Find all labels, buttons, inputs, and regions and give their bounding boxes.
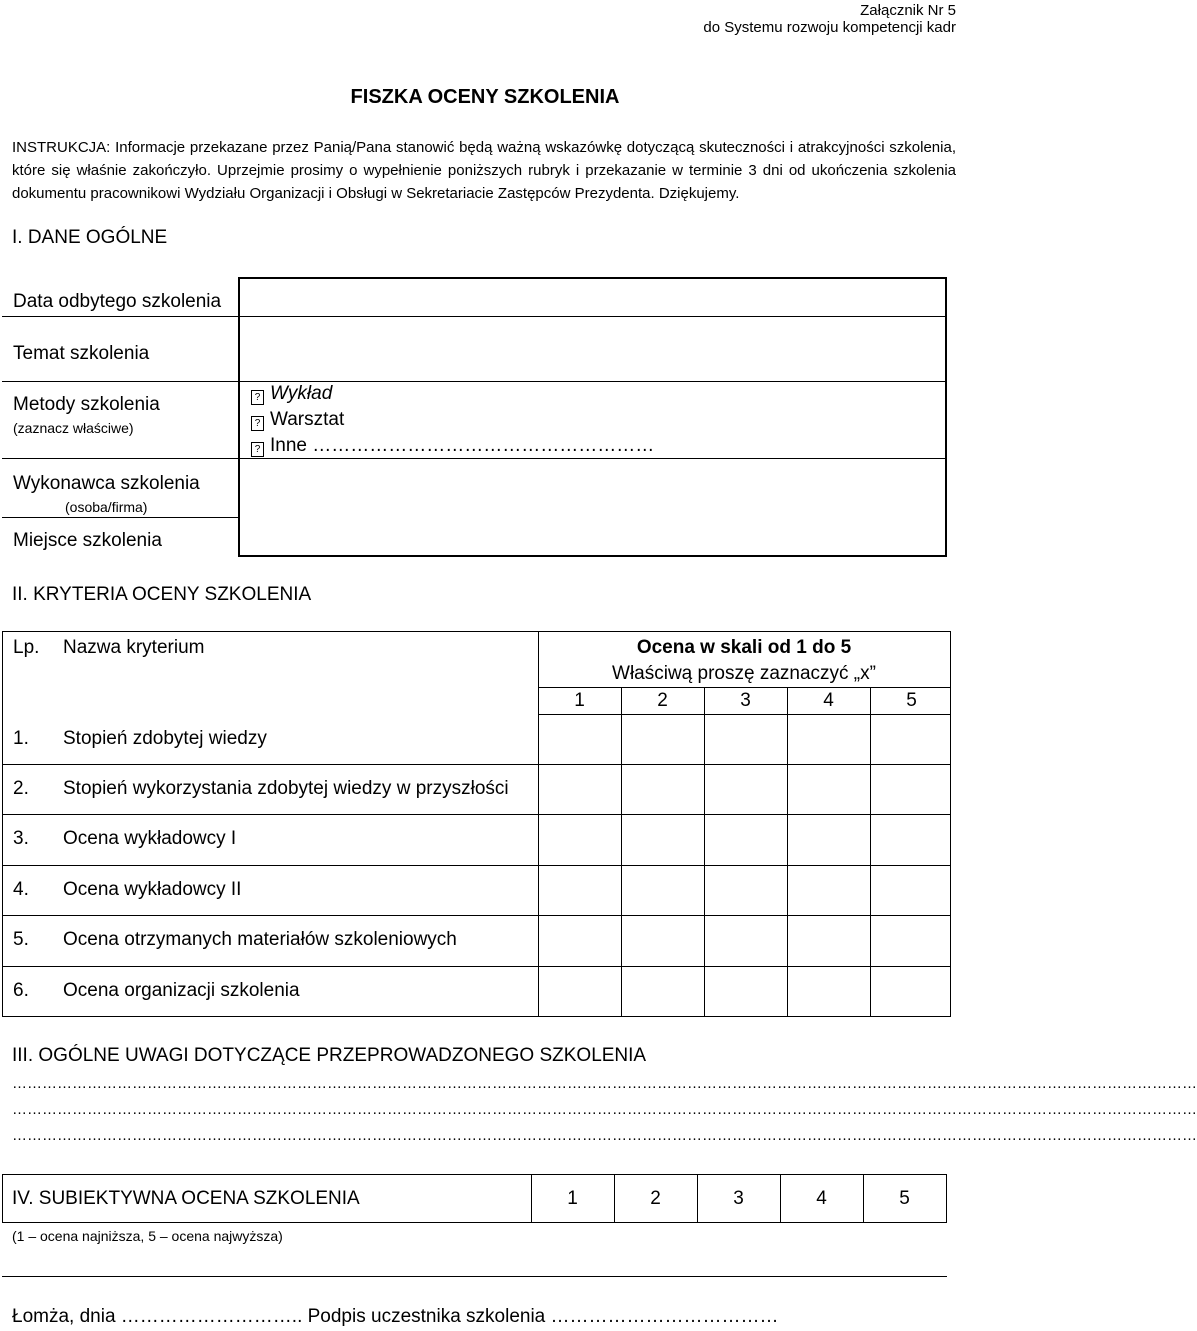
subjective-score-2[interactable]: 2 — [650, 1188, 661, 1209]
criterion-lp: 2. — [13, 778, 29, 799]
option-other[interactable] — [251, 435, 654, 457]
subjective-score-5[interactable]: 5 — [899, 1188, 910, 1209]
rating-cell-5-4[interactable] — [788, 916, 870, 965]
column-header-rating: Ocena w skali od 1 do 5 — [636, 637, 852, 658]
column-header-rating-note: Właściwą proszę zaznaczyć „x” — [612, 663, 876, 684]
rating-cell-5-3[interactable] — [705, 916, 787, 965]
rating-cell-4-4[interactable] — [788, 866, 870, 915]
rating-cell-3-3[interactable] — [705, 815, 787, 864]
training-topic-field[interactable] — [240, 317, 945, 381]
remarks-line-3[interactable]: ………………………………………………………………………………………………………………………………………………………………………………………………………………… — [12, 1127, 1197, 1144]
column-header-name: Nazwa kryterium — [63, 637, 205, 658]
attachment-number: Załącznik Nr 5 — [860, 2, 956, 19]
scale-header-2: 2 — [657, 690, 668, 711]
subjective-score-3[interactable]: 3 — [733, 1188, 744, 1209]
attachment-system: do Systemu rozwoju kompetencji kadr — [703, 19, 956, 36]
criterion-name: Ocena otrzymanych materiałów szkoleniowych — [63, 929, 457, 950]
scale-header-5: 5 — [906, 690, 917, 711]
rating-cell-4-1[interactable] — [539, 866, 621, 915]
rating-cell-6-2[interactable] — [622, 967, 704, 1016]
scale-header-1: 1 — [574, 690, 585, 711]
criterion-name: Ocena wykładowcy II — [63, 879, 242, 900]
rating-cell-2-3[interactable] — [705, 765, 787, 814]
rating-cell-5-5[interactable] — [871, 916, 953, 965]
option-lecture-label: Wykład — [270, 383, 333, 404]
rating-cell-5-1[interactable] — [539, 916, 621, 965]
criterion-lp: 6. — [13, 980, 29, 1001]
rating-cell-2-5[interactable] — [871, 765, 953, 814]
rating-cell-6-1[interactable] — [539, 967, 621, 1016]
rating-cell-3-5[interactable] — [871, 815, 953, 864]
criterion-name: Stopień wykorzystania zdobytej wiedzy w przyszłości — [63, 778, 509, 799]
section3-heading: III. OGÓLNE UWAGI DOTYCZĄCE PRZEPROWADZONEGO SZKOLENIA — [12, 1045, 647, 1066]
rating-cell-5-2[interactable] — [622, 916, 704, 965]
training-date-field[interactable] — [240, 279, 945, 316]
instruction-text: INSTRUKCJA: Informacje przekazane przez Panią/Pana stanowić będą ważną wskazówkę dotyczącą skuteczności i atrakcyjności szkolenia, które się właśnie zakończyło. Uprzejmie prosimy o wypełnienie poniższych rubryk i przekazanie w terminie 3 dni od ukończenia szkolenia dokumentu pracownikowi Wydziału Organizacji i Obsługi w Sekretariacie Zastępców Prezydenta. Dziękujemy. — [12, 139, 956, 202]
rating-cell-2-1[interactable] — [539, 765, 621, 814]
option-other-label: Inne ……………………………………………… — [270, 435, 655, 456]
rating-cell-2-2[interactable] — [622, 765, 704, 814]
criterion-name: Ocena organizacji szkolenia — [63, 980, 300, 1001]
rating-cell-4-3[interactable] — [705, 866, 787, 915]
criterion-name: Stopień zdobytej wiedzy — [63, 728, 267, 749]
page-title: FISZKA OCENY SZKOLENIA — [350, 86, 620, 108]
row-label-methods: Metody szkolenia — [13, 394, 160, 415]
row-note-methods: (zaznacz właściwe) — [13, 420, 134, 436]
section4-heading: IV. SUBIEKTYWNA OCENA SZKOLENIA — [12, 1188, 360, 1209]
subjective-score-4[interactable]: 4 — [816, 1188, 827, 1209]
checkbox-icon[interactable]: ? — [251, 390, 264, 405]
rating-cell-1-4[interactable] — [788, 715, 870, 764]
row-label-place: Miejsce szkolenia — [13, 530, 162, 551]
criterion-lp: 5. — [13, 929, 29, 950]
rating-cell-3-4[interactable] — [788, 815, 870, 864]
checkbox-icon[interactable]: ? — [251, 442, 264, 457]
option-workshop[interactable] — [251, 409, 344, 431]
criterion-lp: 1. — [13, 728, 29, 749]
rating-cell-2-4[interactable] — [788, 765, 870, 814]
column-header-lp: Lp. — [13, 637, 40, 658]
criterion-lp: 3. — [13, 828, 29, 849]
rating-cell-1-5[interactable] — [871, 715, 953, 764]
row-label-date: Data odbytego szkolenia — [13, 291, 222, 312]
training-performer-place-field[interactable] — [240, 459, 945, 555]
rating-cell-1-2[interactable] — [622, 715, 704, 764]
rating-cell-1-1[interactable] — [539, 715, 621, 764]
section4-note: (1 – ocena najniższa, 5 – ocena najwyższa) — [12, 1228, 283, 1244]
rating-cell-4-2[interactable] — [622, 866, 704, 915]
option-lecture[interactable] — [251, 383, 332, 405]
row-label-performer: Wykonawca szkolenia — [13, 473, 200, 494]
remarks-line-2[interactable]: ………………………………………………………………………………………………………………………………………………………………………………………………………………… — [12, 1101, 1197, 1118]
rating-cell-6-3[interactable] — [705, 967, 787, 1016]
rating-cell-1-3[interactable] — [705, 715, 787, 764]
rating-cell-4-5[interactable] — [871, 866, 953, 915]
rating-cell-3-1[interactable] — [539, 815, 621, 864]
signature-line[interactable]: Łomża, dnia ……………………….. Podpis uczestnika szkolenia ……………………………… — [12, 1306, 779, 1327]
rating-cell-3-2[interactable] — [622, 815, 704, 864]
option-workshop-label: Warsztat — [270, 409, 345, 430]
rating-cell-6-4[interactable] — [788, 967, 870, 1016]
criterion-name: Ocena wykładowcy I — [63, 828, 237, 849]
checkbox-icon[interactable]: ? — [251, 416, 264, 431]
scale-header-4: 4 — [823, 690, 834, 711]
subjective-score-1[interactable]: 1 — [567, 1188, 578, 1209]
section1-heading: I. DANE OGÓLNE — [12, 227, 168, 248]
section2-heading: II. KRYTERIA OCENY SZKOLENIA — [12, 584, 312, 605]
row-note-performer: (osoba/firma) — [65, 499, 148, 515]
scale-header-3: 3 — [740, 690, 751, 711]
criterion-lp: 4. — [13, 879, 29, 900]
row-label-topic: Temat szkolenia — [13, 343, 150, 364]
divider — [2, 1276, 947, 1277]
rating-cell-6-5[interactable] — [871, 967, 953, 1016]
remarks-line-1[interactable]: ………………………………………………………………………………………………………………………………………………………………………………………………………………… — [12, 1075, 1197, 1092]
